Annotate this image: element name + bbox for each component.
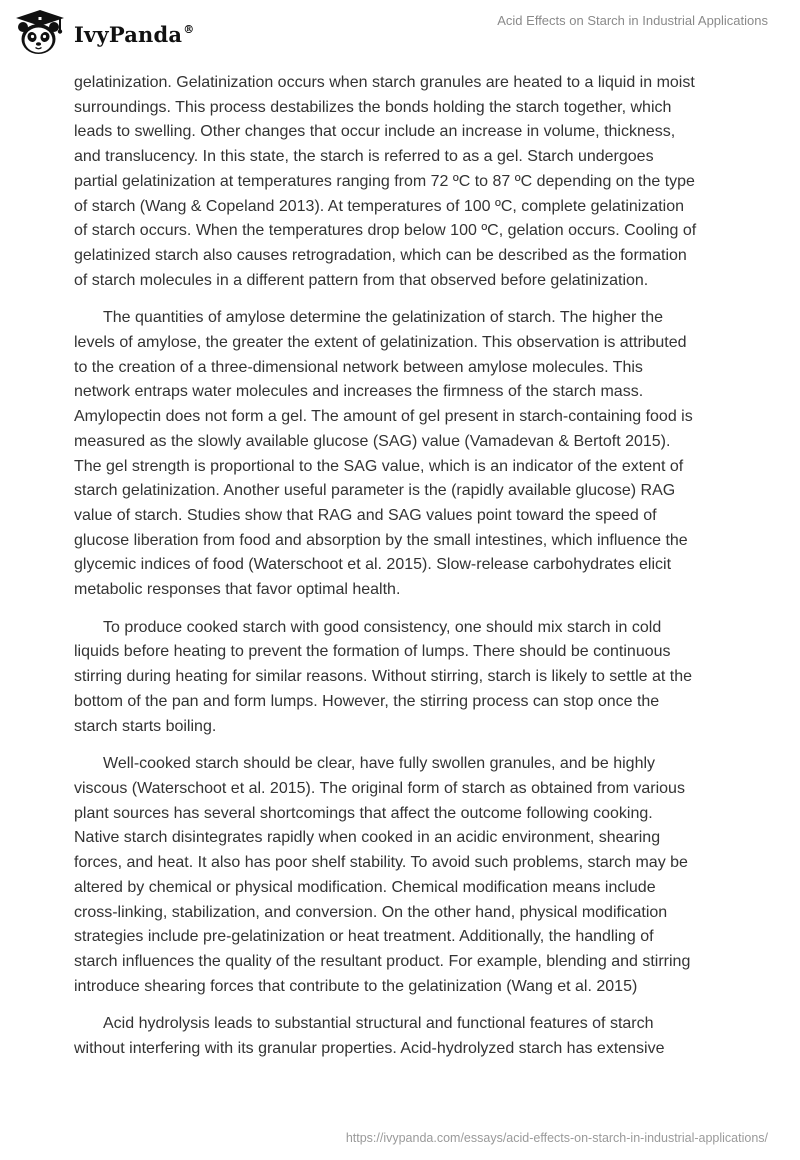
essay-body (74, 71, 734, 1075)
essay-paragraph (74, 616, 734, 740)
essay-paragraph (74, 1012, 734, 1061)
text-line: starch influences the quality of the resultant product. For example, blending and stirring (74, 952, 691, 970)
text-line: The quantities of amylose determine the gelatinization of starch. The higher the (103, 309, 664, 327)
essay-paragraph (74, 306, 734, 602)
text-line: To produce cooked starch with good consistency, one should mix starch in cold (103, 618, 662, 636)
source-url[interactable]: https://ivypanda.com/essays/acid-effects-on-starch-in-industrial-applications/ (345, 1131, 768, 1145)
text-line: strategies include pre-gelatinization or heat treatment. Additionally, the handling of (74, 928, 654, 946)
text-line: and translucency. In this state, the starch is referred to as a gel. Starch undergoes (74, 148, 654, 166)
text-line: altered by chemical or physical modification. Chemical modification means include (74, 878, 656, 896)
text-line: gelatinized starch also causes retrogradation, which can be described as the formation (74, 246, 687, 264)
text-line: stirring during heating for similar reasons. Without stirring, starch is likely to settle at the (74, 668, 693, 686)
text-line: liquids before heating to prevent the formation of lumps. There should be continuous (74, 643, 671, 661)
ivypanda-logo[interactable] (12, 8, 194, 58)
text-line: introduce shearing forces that contribute to the gelatinization (Wang et al. 2015) (74, 977, 638, 995)
document-title: Acid Effects on Starch in Industrial Applications (497, 13, 768, 28)
text-line: starch starts boiling. (74, 717, 217, 735)
text-line: value of starch. Studies show that RAG and SAG values point toward the speed of (74, 506, 657, 524)
text-line: to the creation of a three-dimensional network between amylose molecules. This (74, 358, 643, 376)
text-line: Well-cooked starch should be clear, have fully swollen granules, and be highly (103, 755, 656, 773)
text-line: Acid hydrolysis leads to substantial structural and functional features of starch (103, 1015, 654, 1033)
text-line: forces, and heat. It also has poor shelf stability. To avoid such problems, starch may be (74, 854, 688, 872)
essay-paragraph (74, 71, 734, 293)
text-line: glycemic indices of food (Waterschoot et al. 2015). Slow-release carbohydrates elicit (74, 556, 672, 574)
text-line: The gel strength is proportional to the SAG value, which is an indicator of the extent of (74, 457, 684, 475)
text-line: glucose liberation from food and absorption by the small intestines, which influence the (74, 531, 688, 549)
text-line: partial gelatinization at temperatures ranging from 72 ºC to 87 ºC depending on the type (74, 172, 695, 190)
text-line: surroundings. This process destabilizes the bonds holding the starch together, which (74, 98, 672, 116)
page-header (0, 0, 800, 70)
text-line: leads to swelling. Other changes that occur include an increase in volume, thickness, (74, 123, 676, 141)
essay-paragraph (74, 752, 734, 999)
text-line: network entraps water molecules and increases the firmness of the starch mass. (74, 383, 644, 401)
text-line: bottom of the pan and form lumps. However, the stirring process can stop once the (74, 692, 660, 710)
text-line: of starch (Wang & Copeland 2013). At temperatures of 100 ºC, complete gelatinization (74, 197, 685, 215)
text-line: Native starch disintegrates rapidly when cooked in an acidic environment, shearing (74, 829, 661, 847)
text-line: Amylopectin does not form a gel. The amount of gel present in starch-containing food is (74, 408, 693, 426)
text-line: levels of amylose, the greater the extent of gelatinization. This observation is attributed (74, 334, 687, 352)
text-line: gelatinization. Gelatinization occurs when starch granules are heated to a liquid in moist (74, 74, 695, 91)
text-line: of starch molecules in a different pattern from that observed before gelatinization. (74, 271, 649, 289)
text-line: cross-linking, stabilization, and conversion. On the other hand, physical modification (74, 903, 668, 921)
text-line: measured as the slowly available glucose (SAG) value (Vamadevan & Bertoft 2015). (74, 432, 671, 450)
text-line: metabolic responses that favor optimal health. (74, 581, 401, 599)
text-line: viscous (Waterschoot et al. 2015). The original form of starch as obtained from various (74, 779, 685, 797)
logo-wordmark: IvyPanda® (74, 21, 195, 47)
text-line: without interfering with its granular properties. Acid-hydrolyzed starch has extensive (74, 1040, 665, 1058)
panda-graduate-icon (12, 8, 68, 58)
text-line: starch gelatinization. Another useful parameter is the (rapidly available glucose) RAG (74, 482, 676, 500)
text-line: of starch occurs. When the temperatures drop below 100 ºC, gelation occurs. Cooling of (74, 222, 697, 240)
text-line: plant sources has several shortcomings that affect the outcome following cooking. (74, 804, 653, 822)
